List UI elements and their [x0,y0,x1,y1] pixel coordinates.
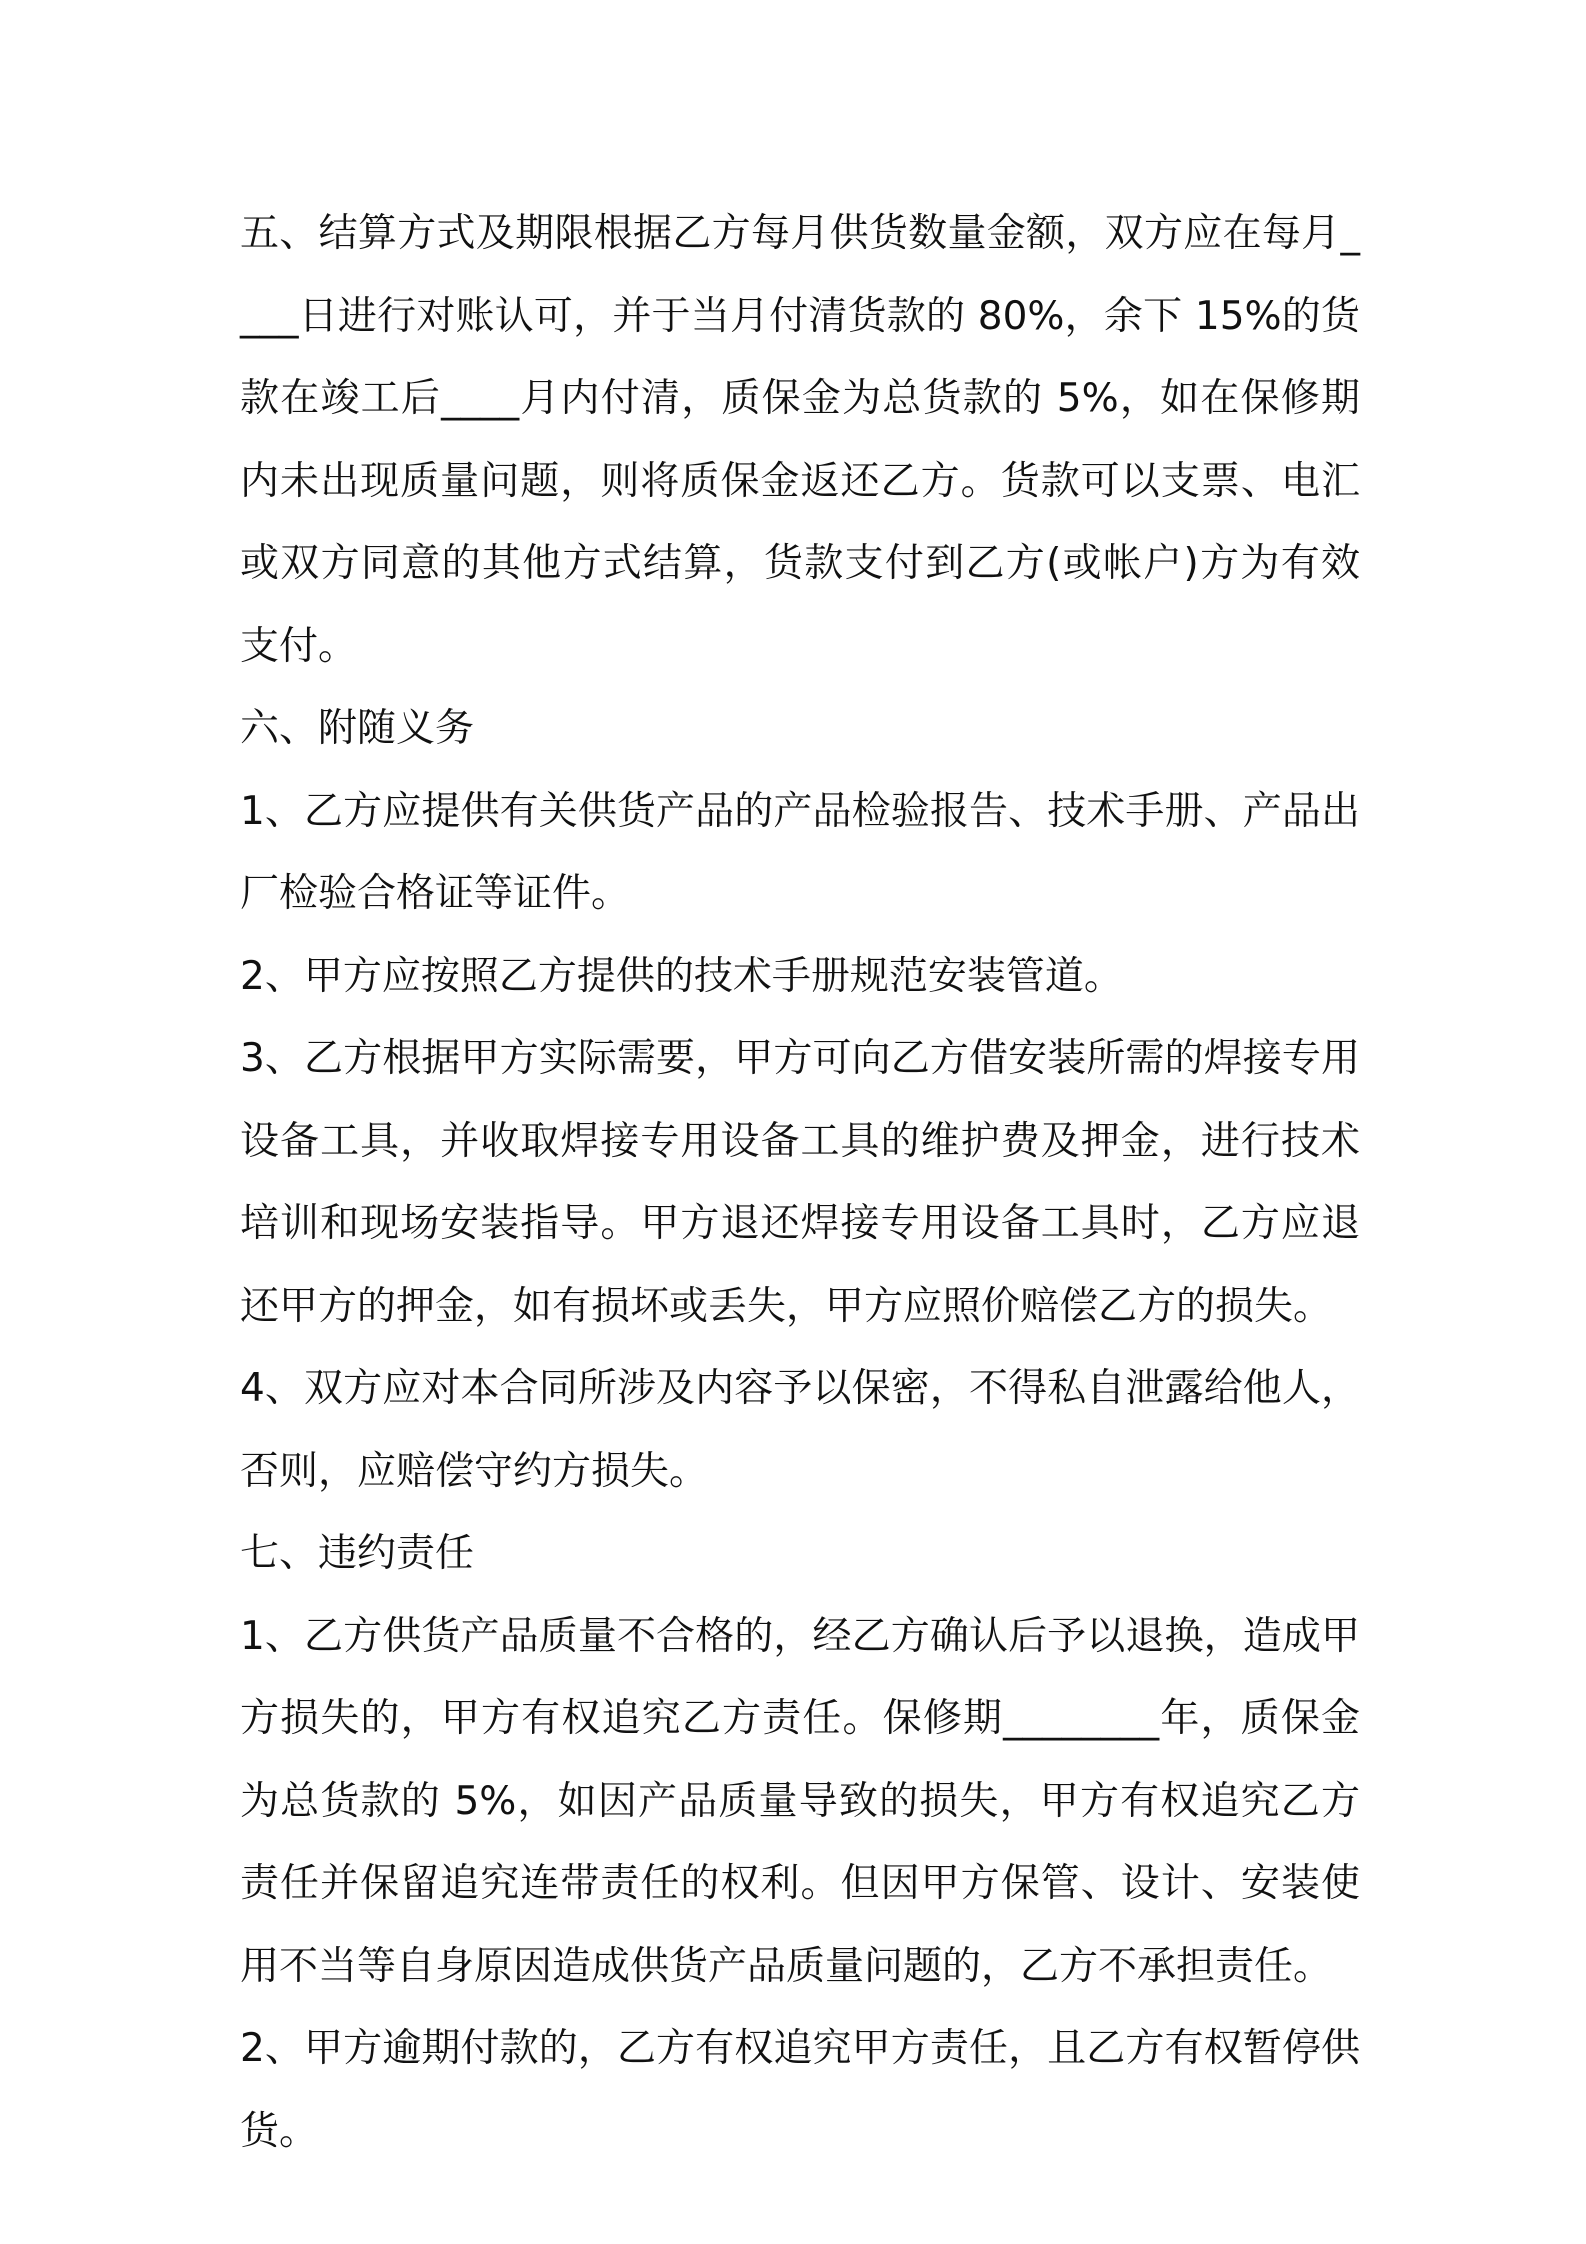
settlement-clause-paragraph: 五、结算方式及期限根据乙方每月供货数量金额，双方应在每月____日进行对账认可，并于当月付清货款的 80%，余下 15%的货款在竣工后____月内付清，质保金为总货款的 5%，如在保修期内未出现质量问题，则将质保金返还乙方。货款可以支票、电汇或双方同意的其他方式结算，货款支付到乙方(或帐户)方为有效支付。 [240,211,1360,669]
section-heading-liability: 七、违约责任 [240,1531,475,1576]
ancillary-item-2: 2、甲方应按照乙方提供的技术手册规范安装管道。 [240,953,1123,999]
document-body [240,193,1360,2173]
liability-item-1: 1、乙方供货产品质量不合格的，经乙方确认后予以退换，造成甲方损失的，甲方有权追究乙方责任。保修期________年，质保金为总货款的 5%，如因产品质量导致的损失，甲方有权追究乙方责任并保留追究连带责任的权利。但因甲方保管、设计、安装使用不当等自身原因造成供货产品质量问题的，乙方不承担责任。 [240,1613,1360,1989]
ancillary-item-3: 3、乙方根据甲方实际需要，甲方可向乙方借安装所需的焊接专用设备工具，并收取焊接专用设备工具的维护费及押金，进行技术培训和现场安装指导。甲方退还焊接专用设备工具时，乙方应退还甲方的押金，如有损坏或丢失，甲方应照价赔偿乙方的损失。 [240,1036,1360,1329]
ancillary-item-1: 1、乙方应提供有关供货产品的产品检验报告、技术手册、产品出厂检验合格证等证件。 [240,788,1360,916]
ancillary-item-4: 4、双方应对本合同所涉及内容予以保密，不得私自泄露给他人，否则，应赔偿守约方损失。 [240,1366,1360,1494]
section-heading-ancillary-obligations: 六、附随义务 [240,706,475,751]
liability-item-2: 2、甲方逾期付款的，乙方有权追究甲方责任，且乙方有权暂停供货。 [240,2026,1360,2154]
